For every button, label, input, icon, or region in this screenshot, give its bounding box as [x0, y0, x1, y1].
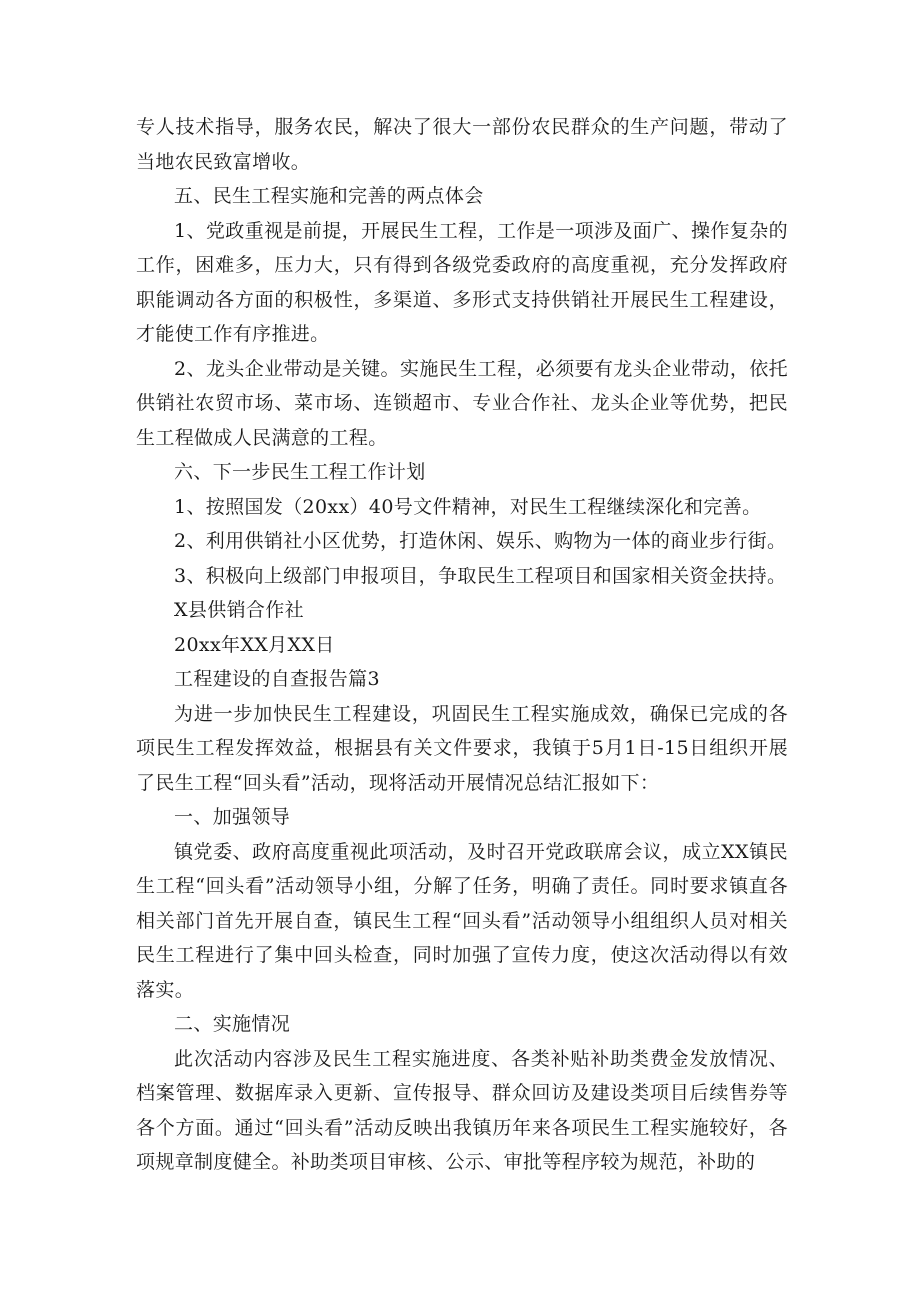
section-heading-two: 二、实施情况: [174, 1013, 291, 1035]
plan-item-3: 3、积极向上级部门申报项目，争取民生工程项目和国家相关资金扶持。: [174, 564, 787, 587]
plan-item-1: 1、按照国发（20xx）40号文件精神，对民生工程继续深化和完善。: [174, 495, 762, 518]
plan-item-2: 2、利用供销社小区优势，打造休闲、娱乐、购物为一体的商业步行街。: [174, 530, 787, 552]
document-page: [136, 110, 788, 1180]
section-heading-six: 六、下一步民生工程工作计划: [174, 461, 426, 483]
signature-organization: X县供销合作社: [174, 599, 304, 621]
section-heading-one: 一、加强领导: [174, 806, 291, 828]
paragraph-leadership: 镇党委、政府高度重视此项活动，及时召开党政联席会议，成立XX镇民生工程“回头看”活动领导小组，分解了任务，明确了责任。同时要求镇直各相关部门首先开展自查，镇民生工程“回头看”活动领导小组组织人员对相关民生工程进行了集中回头检查，同时加强了宣传力度，使这次活动得以有效落实。: [136, 840, 788, 1001]
paragraph-implementation: 此次活动内容涉及民生工程实施进度、各类补贴补助类费金发放情况、档案管理、数据库录入更新、宣传报导、群众回访及建设类项目后续售券等各个方面。通过“回头看”活动反映出我镇历年来各项民生工程实施较好，各项规章制度健全。补助类项目审核、公示、审批等程序较为规范，补助的: [136, 1047, 788, 1173]
paragraph-continuation: 专人技术指导，服务农民，解决了很大一部份农民群众的生产问题，带动了当地农民致富增收。: [136, 116, 788, 173]
paragraph-intro: 为进一步加快民生工程建设，巩固民生工程实施成效，确保已完成的各项民生工程发挥效益，根据县有关文件要求，我镇于5月1日-15日组织开展了民生工程“回头看”活动，现将活动开展情况总结汇报如下：: [136, 702, 788, 794]
paragraph-point-2: 2、龙头企业带动是关键。实施民生工程，必须要有龙头企业带动，依托供销社农贸市场、菜市场、连锁超市、专业合作社、龙头企业等优势，把民生工程做成人民满意的工程。: [136, 357, 788, 449]
section-heading-five: 五、民生工程实施和完善的两点体会: [174, 185, 484, 207]
paragraph-point-1: 1、党政重视是前提，开展民生工程，工作是一项涉及面广、操作复杂的工作，困难多，压力大，只有得到各级党委政府的高度重视，充分发挥政府职能调动各方面的积极性，多渠道、多形式支持供销社开展民生工程建设，才能使工作有序推进。: [136, 219, 788, 345]
report-title: 工程建设的自查报告篇3: [174, 668, 380, 690]
signature-date: 20xx年XX月XX日: [174, 633, 335, 656]
